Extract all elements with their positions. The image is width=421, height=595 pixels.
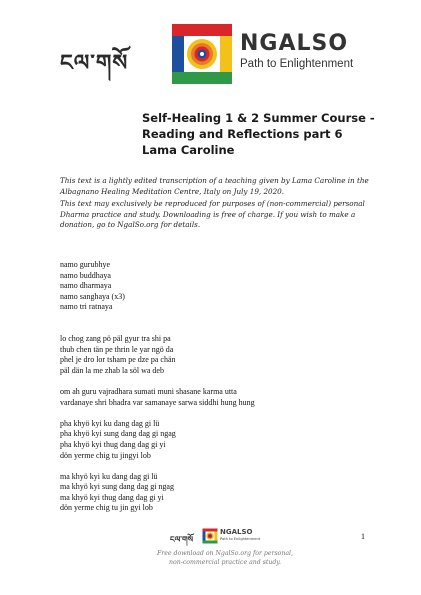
verse-line: namo dharmaya — [60, 281, 112, 291]
verse-line: päl dän la me zhab la söl wa deb — [60, 365, 164, 375]
verse-line: ma khyö kyi thug dang dag gi yi — [60, 492, 164, 502]
verse-line: om ah guru vajradhara sumati muni shasane karma utta — [60, 386, 237, 396]
verse-group — [60, 387, 380, 408]
footer-notice — [140, 550, 310, 567]
verse-line: namo gurubhye — [60, 260, 110, 269]
author-name: Lama Caroline — [142, 143, 235, 157]
verse-line: phel je dro lor tsham pe dze pa chän — [60, 355, 176, 365]
intro-paragraph-1 — [60, 176, 370, 197]
intro-text — [60, 176, 370, 233]
verse-line: namo sanghaya (x3) — [60, 291, 125, 301]
footer-line-1: Free download on NgalSo.org for personal, — [156, 550, 294, 557]
tibetan-logo-text: ངལ་གསོ — [60, 51, 129, 76]
document-title — [142, 110, 382, 158]
prayer-verses — [60, 260, 380, 525]
verse-line: lo chog zang pö päl gyur tra shi pa — [60, 333, 171, 343]
verse-line: ma khyö kyi ku dang dag gi lü — [60, 471, 158, 481]
footer-logo — [140, 528, 310, 546]
brand — [240, 32, 353, 70]
intro-p1-line-2: Albagnano Healing Meditation Centre, Italy on July 19, 2020. — [60, 186, 285, 196]
verse-line: pha khyö kyi sung dang dag gi ngag — [60, 429, 176, 439]
ngalso-logo-icon — [202, 528, 218, 544]
footer-brand-name: NGALSO — [220, 528, 253, 536]
intro-p2-line-3: donation, go to NgalSo.org for details. — [60, 220, 201, 229]
intro-p2-line-1: This text may exclusively be reproduced for purposes of (non-commercial) personal — [60, 199, 365, 208]
footer-brand-tagline: Path to Enlightenment — [220, 537, 261, 541]
brand-tagline: Path to Enlightenment — [240, 58, 354, 70]
verse-line: dön yerme chig tu jingyi lob — [60, 450, 151, 460]
verse-group — [60, 472, 380, 514]
verse-group — [60, 419, 380, 461]
verse-line: namo buddhaya — [60, 270, 111, 280]
ngalso-logo-icon — [170, 22, 234, 86]
page-footer — [140, 528, 310, 567]
intro-paragraph-2 — [60, 199, 370, 231]
verse-line: namo tri ratnaya — [60, 302, 113, 312]
header — [60, 22, 360, 82]
title-line-1: Self-Healing 1 & 2 Summer Course - — [142, 111, 375, 125]
verse-line: pha khyö kyi thug dang dag gi yi — [60, 439, 166, 449]
footer-tibetan-text: ངལ་གསོ — [170, 535, 193, 544]
intro-p1-line-1: This text is a lightly edited transcription of a teaching given by Lama Caroline in the — [60, 176, 369, 185]
verse-line: dön yerme chig tu jin gyi lob — [60, 503, 153, 513]
intro-p2-line-2: Dharma practice and study. Downloading is free of charge. If you wish to make a — [60, 209, 356, 219]
page-number: 1 — [361, 532, 365, 541]
brand-name: NGALSO — [240, 31, 349, 56]
footer-line-2: non-commercial practice and study. — [169, 558, 281, 566]
footer-brand — [220, 529, 260, 543]
verse-line: pha khyö kyi ku dang dag gi lü — [60, 418, 160, 428]
verse-line: vardanaye shri bhadra var samanaye sarwa siddhi hung hung — [60, 397, 255, 407]
verse-line: ma khyö kyi sung dang dag gi ngag — [60, 482, 174, 492]
title-line-2: Reading and Reflections part 6 — [142, 127, 343, 141]
verse-line: thub chen tän pe thrin le yar ngö da — [60, 344, 174, 354]
verse-group — [60, 334, 380, 376]
verse-group — [60, 260, 380, 313]
